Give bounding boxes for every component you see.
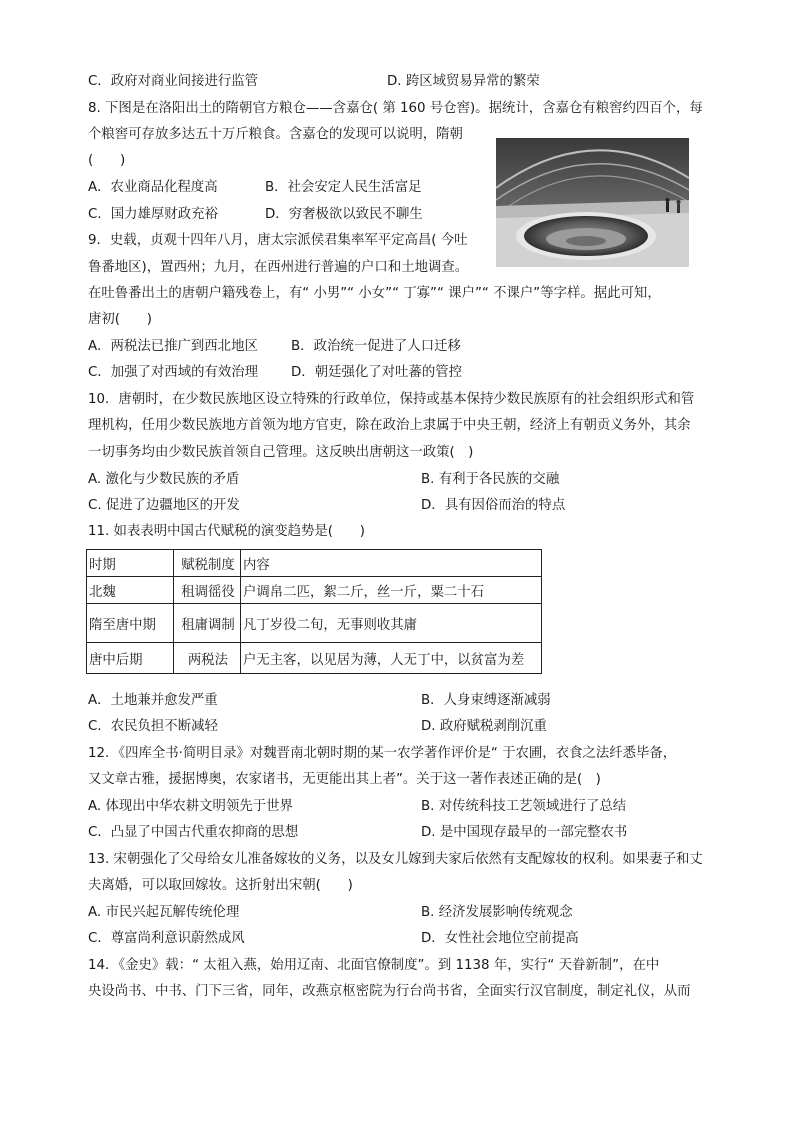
table-header-row <box>87 550 542 577</box>
q12-option-c: C．凸显了中国古代重农抑商的思想 <box>88 825 299 840</box>
table-cell: 租庸调制 <box>174 604 241 643</box>
q13-option-d: D．女性社会地位空前提高 <box>421 931 579 946</box>
q8-option-d: D．穷奢极欲以致民不聊生 <box>265 207 423 222</box>
q10-stem-line2: 理机构，任用少数民族地方首领为地方官吏，除在政治上隶属于中央王朝，经济上有朝贡义务外，其余 <box>88 418 691 433</box>
q14-stem-line2: 央设尚书、中书、门下三省，同年，改燕京枢密院为行台尚书省，全面实行汉官制度，制定礼仪，从而 <box>88 984 691 999</box>
q7-option-c: C．政府对商业间接进行监管 <box>88 74 259 89</box>
q8-option-b: B．社会安定人民生活富足 <box>265 180 422 195</box>
table-row <box>87 577 542 604</box>
q12-option-d: D. 是中国现存最早的一部完整农书 <box>421 825 628 840</box>
q13-option-a: A. 市民兴起瓦解传统伦理 <box>88 905 240 920</box>
q7-option-d: D. 跨区域贸易异常的繁荣 <box>387 74 540 89</box>
q14-stem-line1: 14．《金史》载：“ 太祖入燕，始用辽南、北面官僚制度”。到 1138 年，实行“ 天眷新制”，在中 <box>88 958 660 973</box>
q10-option-a: A. 激化与少数民族的矛盾 <box>88 472 240 487</box>
granary-photo <box>496 138 689 267</box>
q12-option-a: A. 体现出中华农耕文明领先于世界 <box>88 799 293 814</box>
q8-option-c: C．国力雄厚财政充裕 <box>88 207 218 222</box>
q9-stem-line2: 鲁番地区)，置西州；九月，在西州进行普遍的户口和土地调查。 <box>88 260 469 275</box>
table-cell: 租调徭役 <box>174 577 241 604</box>
table-cell: 凡丁岁役二旬，无事则收其庸 <box>241 604 542 643</box>
q9-option-c: C．加强了对西域的有效治理 <box>88 365 259 380</box>
q11-option-d: D. 政府赋税剥削沉重 <box>421 719 547 734</box>
q8-stem-line1: 8. 下图是在洛阳出土的隋朝官方粮仓——含嘉仓( 第 160 号仓窖)。据统计，含嘉仓有粮窖约四百个，每 <box>88 101 703 116</box>
table-cell: 户调帛二匹，絮二斤，丝一斤，粟二十石 <box>241 577 542 604</box>
q9-option-a: A．两税法已推广到西北地区 <box>88 339 258 354</box>
q11-stem: 11. 如表表明中国古代赋税的演变趋势是( ) <box>88 524 366 539</box>
q12-option-b: B. 对传统科技工艺领域进行了总结 <box>421 799 627 814</box>
q13-option-b: B. 经济发展影响传统观念 <box>421 905 573 920</box>
table-cell: 唐中后期 <box>87 643 174 674</box>
q13-stem-line1: 13. 宋朝强化了父母给女儿准备嫁妆的义务，以及女儿嫁到夫家后依然有支配嫁妆的权利。如果妻子和丈 <box>88 852 703 867</box>
table-cell: 北魏 <box>87 577 174 604</box>
q10-stem-line1: 10．唐朝时，在少数民族地区设立特殊的行政单位，保持或基本保持少数民族原有的社会组织形式和管 <box>88 392 695 407</box>
table-cell: 隋至唐中期 <box>87 604 174 643</box>
table-row <box>87 604 542 643</box>
q12-stem-line2: 又文章古雅，援据博奥，农家诸书，无更能出其上者”。关于这一著作表述正确的是( ) <box>88 772 601 787</box>
table-header-cell: 时期 <box>87 550 174 577</box>
q9-stem-line1: 9．史载，贞观十四年八月，唐太宗派侯君集率军平定高昌( 今吐 <box>88 233 468 248</box>
table-row <box>87 643 542 674</box>
q11-option-c: C．农民负担不断减轻 <box>88 719 218 734</box>
q12-stem-line1: 12．《四库全书·简明目录》对魏晋南北朝时期的某一农学著作评价是“ 于农圃，衣食之法纤悉毕备， <box>88 746 677 761</box>
q13-stem-line2: 夫离婚，可以取回嫁妆。这折射出宋朝( ) <box>88 878 353 893</box>
table-header-cell: 赋税制度 <box>174 550 241 577</box>
q8-answer-blank: ( ) <box>88 153 126 168</box>
q11-option-a: A．土地兼并愈发严重 <box>88 693 218 708</box>
q9-option-d: D．朝廷强化了对吐蕃的管控 <box>291 365 462 380</box>
q8-option-a: A．农业商品化程度高 <box>88 180 218 195</box>
table-cell: 户无主客，以见居为薄，人无丁中，以贫富为差 <box>241 643 542 674</box>
q10-option-b: B. 有利于各民族的交融 <box>421 472 560 487</box>
q10-stem-line3: 一切事务均由少数民族首领自己管理。这反映出唐朝这一政策( ) <box>88 445 474 460</box>
q10-option-c: C. 促进了边疆地区的开发 <box>88 498 240 513</box>
q9-stem-line3: 在吐鲁番出土的唐朝户籍残卷上，有“ 小男”“ 小女”“ 丁寡”“ 课户”“ 不课户”等字样。据此可知， <box>88 286 661 301</box>
tax-table <box>86 549 542 674</box>
q11-option-b: B．人身束缚逐渐减弱 <box>421 693 551 708</box>
q10-option-d: D．具有因俗而治的特点 <box>421 498 566 513</box>
table-header-cell: 内容 <box>241 550 542 577</box>
q8-stem-line2: 个粮窖可存放多达五十万斤粮食。含嘉仓的发现可以说明，隋朝 <box>88 127 463 142</box>
q9-option-b: B．政治统一促进了人口迁移 <box>291 339 461 354</box>
q9-stem-line4: 唐初( ) <box>88 312 153 327</box>
q13-option-c: C．尊富尚利意识蔚然成风 <box>88 931 245 946</box>
table-cell: 两税法 <box>174 643 241 674</box>
